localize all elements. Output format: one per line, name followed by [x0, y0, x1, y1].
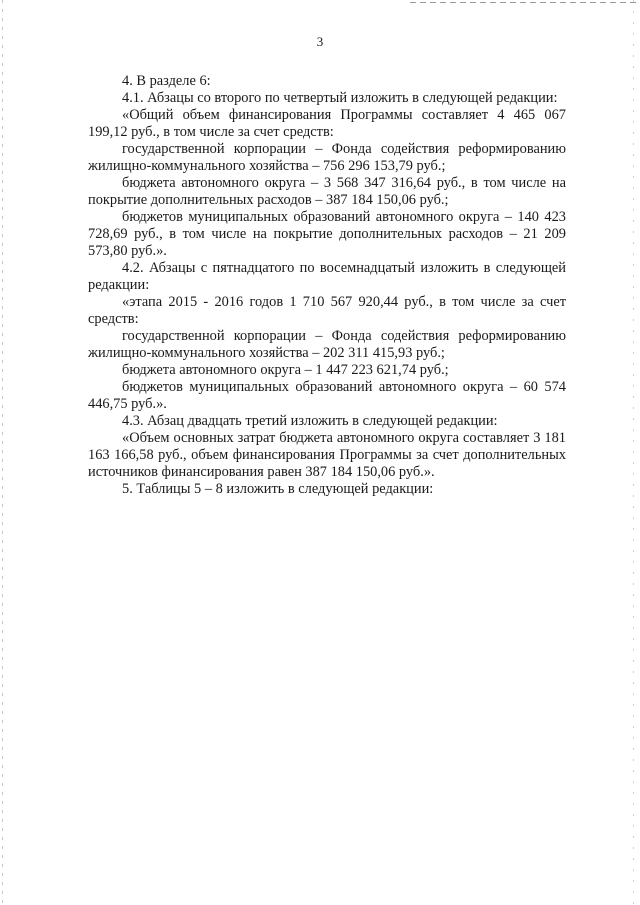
paragraph-stage-regional-budget: бюджета автономного округа – 1 447 223 621,74 руб.; [122, 362, 449, 378]
page-number: 3 [316, 34, 324, 49]
paragraph-4-1: 4.1. Абзацы со второго по четвертый изложить в следующей редакции: [122, 90, 558, 106]
paragraph-municipal-budgets: бюджетов муниципальных образований автономного округа – 140 423 728,69 руб., в том числе на покрытие дополнительных расходов – 21 209 573,80 руб.». [88, 209, 566, 259]
paragraph-stage-municipal-budgets: бюджетов муниципальных образований автономного округа – 60 574 446,75 руб.». [88, 379, 566, 412]
paragraph-stage-2015-2016: «этапа 2015 - 2016 годов 1 710 567 920,44 руб., в том числе за счет средств: [88, 294, 566, 327]
scan-edge-left [2, 0, 3, 905]
paragraph-5-tables: 5. Таблицы 5 – 8 изложить в следующей редакции: [122, 481, 434, 497]
paragraph-main-costs: «Объем основных затрат бюджета автономного округа составляет 3 181 163 166,58 руб., объем финансирования Программы за счет дополнительных источников финансирования равен 387 184 150,06 руб.». [88, 430, 566, 480]
paragraph-section-6-heading: 4. В разделе 6: [122, 73, 211, 89]
paragraph-4-3: 4.3. Абзац двадцать третий изложить в следующей редакции: [122, 413, 498, 429]
paragraph-4-2: 4.2. Абзацы с пятнадцатого по восемнадцатый изложить в следующей редакции: [88, 260, 566, 293]
document-body [88, 73, 566, 498]
paragraph-regional-budget: бюджета автономного округа – 3 568 347 316,64 руб., в том числе на покрытие дополнительных расходов – 387 184 150,06 руб.; [88, 175, 566, 208]
paragraph-total-financing: «Общий объем финансирования Программы составляет 4 465 067 199,12 руб., в том числе за счет средств: [88, 107, 566, 140]
scan-edge-top [410, 2, 640, 3]
paragraph-state-corporation: государственной корпорации – Фонда содействия реформированию жилищно-коммунального хозяйства – 756 296 153,79 руб.; [88, 141, 566, 174]
scan-edge-right [633, 0, 634, 905]
paragraph-stage-state-corporation: государственной корпорации – Фонда содействия реформированию жилищно-коммунального хозяйства – 202 311 415,93 руб.; [88, 328, 566, 361]
